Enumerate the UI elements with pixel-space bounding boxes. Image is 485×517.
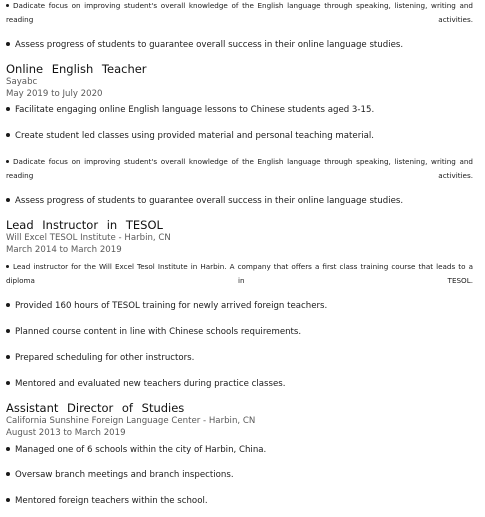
- bullet-text: Mentored foreign teachers within the school.: [15, 496, 208, 506]
- bullet-item: [6, 130, 473, 143]
- bullet-icon: [6, 265, 9, 268]
- job-title: Lead Instructor in TESOL: [6, 218, 163, 232]
- bullet-icon: [6, 498, 10, 502]
- bullet-icon: [6, 355, 10, 359]
- bullet-icon: [6, 4, 9, 7]
- bullet-text: Create student led classes using provided material and personal teaching material.: [15, 131, 375, 141]
- bullet-icon: [6, 42, 10, 46]
- bullet-item: [6, 155, 473, 183]
- job-dates: March 2014 to March 2019: [6, 245, 122, 255]
- bullet-item: [6, 39, 473, 52]
- bullet-item: [6, 495, 473, 508]
- bullet-item: [6, 104, 473, 117]
- bullet-text: Provided 160 hours of TESOL training for newly arrived foreign teachers.: [15, 301, 328, 311]
- bullet-icon: [6, 303, 10, 307]
- job-dates: August 2013 to March 2019: [6, 428, 126, 438]
- bullet-text: Dadicate focus on improving student's overall knowledge of the English language through speaking, listening, writing and reading activities.: [6, 157, 473, 180]
- employer-name: Will Excel TESOL Institute - Harbin, CN: [6, 233, 171, 243]
- bullet-text: Assess progress of students to guarantee overall success in their online language studies.: [15, 196, 404, 206]
- bullet-text: Prepared scheduling for other instructors.: [15, 353, 195, 363]
- bullet-icon: [6, 329, 10, 333]
- bullet-icon: [6, 198, 10, 202]
- job-dates: May 2019 to July 2020: [6, 89, 103, 99]
- bullet-item: [6, 469, 473, 482]
- bullet-icon: [6, 133, 10, 137]
- bullet-item: [6, 352, 473, 365]
- job-title: Assistant Director of Studies: [6, 401, 185, 415]
- bullet-text: Dadicate focus on improving student's overall knowledge of the English language through speaking, listening, writing and reading activities.: [6, 1, 473, 24]
- bullet-icon: [6, 381, 10, 385]
- bullet-item: [6, 326, 473, 339]
- bullet-icon: [6, 160, 9, 163]
- bullet-item: [6, 260, 473, 288]
- bullet-text: Oversaw branch meetings and branch inspections.: [15, 470, 234, 480]
- bullet-item: [6, 378, 473, 391]
- bullet-icon: [6, 447, 10, 451]
- bullet-text: Managed one of 6 schools within the city of Harbin, China.: [15, 445, 267, 455]
- bullet-text: Lead instructor for the Will Excel Tesol Institute in Harbin. A company that offers a first class training course that leads to a diploma in TESOL.: [6, 262, 473, 285]
- bullet-text: Mentored and evaluated new teachers during practice classes.: [15, 379, 286, 389]
- job-title: Online English Teacher: [6, 62, 147, 76]
- bullet-item: [6, 300, 473, 313]
- bullet-text: Assess progress of students to guarantee overall success in their online language studies.: [15, 40, 404, 50]
- bullet-item: [6, 0, 473, 27]
- employer-name: Sayabc: [6, 77, 38, 87]
- bullet-item: [6, 195, 473, 208]
- bullet-icon: [6, 107, 10, 111]
- bullet-text: Facilitate engaging online English language lessons to Chinese students aged 3-15.: [15, 105, 375, 115]
- bullet-item: [6, 444, 473, 457]
- employer-name: California Sunshine Foreign Language Center - Harbin, CN: [6, 416, 256, 426]
- bullet-icon: [6, 472, 10, 476]
- bullet-text: Planned course content in line with Chinese schools requirements.: [15, 327, 302, 337]
